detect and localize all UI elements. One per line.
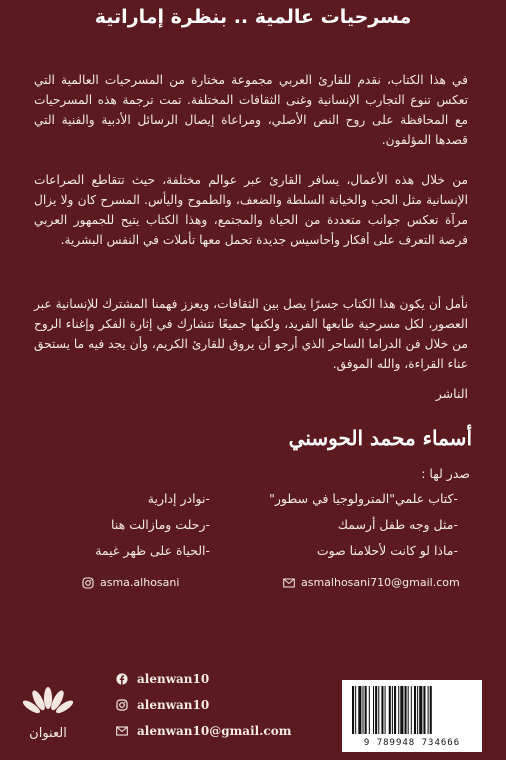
mail-icon bbox=[283, 577, 295, 589]
published-work-item: -رحلت ومازالت هنا bbox=[111, 517, 210, 532]
author-instagram-text: asma.alhosani bbox=[100, 576, 180, 589]
barcode-bar bbox=[392, 686, 393, 734]
barcode-bar bbox=[363, 686, 364, 734]
publisher-signature: الناشر bbox=[435, 386, 468, 401]
published-work-item: -نوادر إدارية bbox=[147, 491, 210, 506]
publisher-contacts bbox=[116, 666, 291, 744]
barcode-bar bbox=[378, 686, 379, 734]
instagram-icon bbox=[116, 699, 128, 711]
intro-paragraph: في هذا الكتاب، نقدم للقارئ العربي مجموعة مختارة من المسرحيات العالمية التي تعكس تنوع التجارب الإنسانية وغنى الثقافات المختلفة. تمت ترجمة هذه المسرحيات مع المحافظة على روح النص الأصلي، ومراعاة إيصال الرسائل الأدبية والفنية التي قصدها المؤلفون. bbox=[34, 73, 468, 148]
published-work-item: -الحياة على ظهر غيمة bbox=[95, 543, 210, 558]
publisher-instagram-text: alenwan10 bbox=[137, 698, 210, 712]
isbn-number: 9 789948 734666 bbox=[363, 738, 461, 748]
barcode-bar bbox=[385, 686, 386, 734]
publisher-email[interactable] bbox=[116, 718, 291, 744]
barcode-bar bbox=[400, 686, 403, 734]
barcode-bar bbox=[428, 686, 429, 734]
barcode-bar bbox=[373, 686, 374, 734]
publisher-logo-text: العنوان bbox=[29, 726, 67, 741]
published-work-item: -مثل وجه طفل أرسمك bbox=[337, 517, 458, 532]
cover-title: مسرحيات عالمية .. بنظرة إماراتية bbox=[94, 6, 412, 28]
barcode-bar bbox=[419, 686, 422, 734]
published-works-list-secondary bbox=[95, 489, 210, 567]
publisher-logo bbox=[18, 686, 78, 748]
instagram-icon bbox=[82, 577, 94, 589]
barcode-bar bbox=[414, 686, 416, 734]
barcode-bar bbox=[358, 686, 361, 734]
publisher-email-text: alenwan10@gmail.com bbox=[137, 724, 292, 738]
publisher-facebook[interactable] bbox=[116, 666, 291, 692]
barcode-bar bbox=[405, 686, 407, 734]
barcode-bar bbox=[408, 686, 409, 734]
barcode-bar bbox=[411, 686, 412, 734]
fan-logo-icon bbox=[18, 686, 78, 726]
barcode-bar bbox=[369, 686, 370, 734]
author-email[interactable] bbox=[283, 576, 460, 589]
mail-icon bbox=[116, 725, 128, 737]
barcode-bar bbox=[417, 686, 418, 734]
author-name: أسماء محمد الحوسني bbox=[288, 426, 472, 450]
publisher-facebook-text: alenwan10 bbox=[137, 672, 210, 686]
barcode-bar bbox=[352, 686, 354, 734]
barcode-bar bbox=[375, 686, 377, 734]
barcode-bar bbox=[389, 686, 391, 734]
published-work-item: -ماذا لو كانت لأحلامنا صوت bbox=[316, 543, 458, 558]
published-works-label: صدر لها : bbox=[421, 466, 470, 481]
author-instagram[interactable] bbox=[82, 576, 179, 589]
facebook-icon bbox=[116, 673, 128, 685]
barcode-bar bbox=[398, 686, 399, 734]
isbn-barcode bbox=[342, 680, 482, 752]
published-work-item: -كتاب علمي"المترولوجيا في سطور" bbox=[269, 491, 458, 506]
barcode-bar bbox=[381, 686, 383, 734]
barcode-bar bbox=[430, 686, 432, 734]
barcode-bar bbox=[355, 686, 356, 734]
published-works-list bbox=[269, 489, 458, 567]
barcode-bar bbox=[365, 686, 367, 734]
barcode-bar bbox=[423, 686, 425, 734]
body-paragraph: من خلال هذه الأعمال، يسافر القارئ عبر عوالم مختلفة، حيث تتقاطع الصراعات الإنسانية مثل الحب والخيانة السلطة والضعف، والطموح واليأس. المسرح كان ولا يزال مرآة تعكس جوانب متعددة من الحياة والمجتمع، وهذا الكتاب يتيح للجمهور العربي فرصة التعرف على أفكار وأحاسيس جديدة تحمل معها تأملات في النفس البشرية. bbox=[34, 173, 468, 248]
closing-paragraph: نأمل أن يكون هذا الكتاب جسرًا يصل بين الثقافات، ويعزز فهمنا المشترك للإنسانية عبر العصور، لكل مسرحية طابعها الفريد، ولكنها جميعًا تتشارك في إثارة الفكر وإغناء الروح من خلال فن الدراما الساحر الذي أرجو أن يروق للقارئ الكريم، وأن يجد فيه ما يستحق عناء القراءة، والله الموفق. bbox=[34, 297, 468, 372]
barcode-bar bbox=[394, 686, 396, 734]
author-email-text: asmalhosani710@gmail.com bbox=[301, 576, 460, 589]
barcode-bars bbox=[350, 686, 474, 734]
publisher-instagram[interactable] bbox=[116, 692, 291, 718]
